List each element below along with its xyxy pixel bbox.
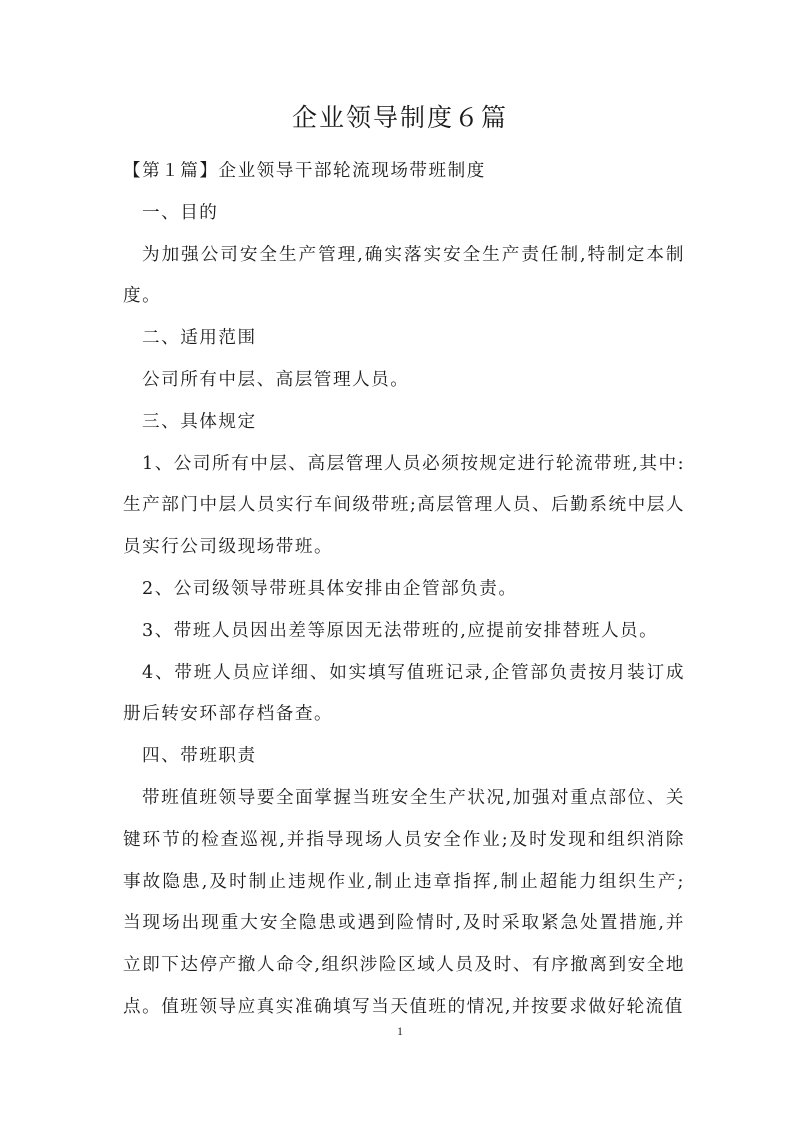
page-number: 1 [397, 1024, 403, 1038]
paragraph: 三、具体规定 [142, 411, 257, 432]
paragraph: 一、目的 [142, 202, 219, 223]
section-heading: 【第１篇】企业领导干部轮流现场带班制度 [123, 161, 486, 181]
paragraph: 四、带班职责 [142, 746, 257, 767]
paragraph: 二、适用范围 [142, 328, 257, 349]
paragraph: 3、带班人员因出差等原因无法带班的,应提前安排替班人员。 [142, 620, 659, 641]
paragraph: 为加强公司安全生产管理,确实落实安全生产责任制,特制定本制度。 [123, 244, 685, 307]
paragraph: 公司所有中层、高层管理人员。 [142, 369, 410, 390]
paragraph: 2、公司级领导带班具体安排由企管部负责。 [142, 578, 518, 599]
paragraph: 4、带班人员应详细、如实填写值班记录,企管部负责按月装订成册后转安环部存档备查。 [123, 662, 685, 725]
document-title: 企业领导制度６篇 [291, 103, 508, 132]
document-body [123, 151, 685, 1029]
paragraph: 1、公司所有中层、高层管理人员必须按规定进行轮流带班,其中:生产部门中层人员实行车间级带班;高层管理人员、后勤系统中层人员实行公司级现场带班。 [123, 453, 685, 558]
paragraph: 带班值班领导要全面掌握当班安全生产状况,加强对重点部位、关键环节的检查巡视,并指导现场人员安全作业;及时发现和组织消除事故隐患,及时制止违规作业,制止违章指挥,制止超能力组织生产;当现场出现重大安全隐患或遇到险情时,及时采取紧急处置措施,并立即下达停产撤人命令,组织涉险区域人员及时、有序撤离到安全地点。值班领导应真实准确填写当天值班的情况,并按要求做好轮流值 [123, 787, 685, 1017]
